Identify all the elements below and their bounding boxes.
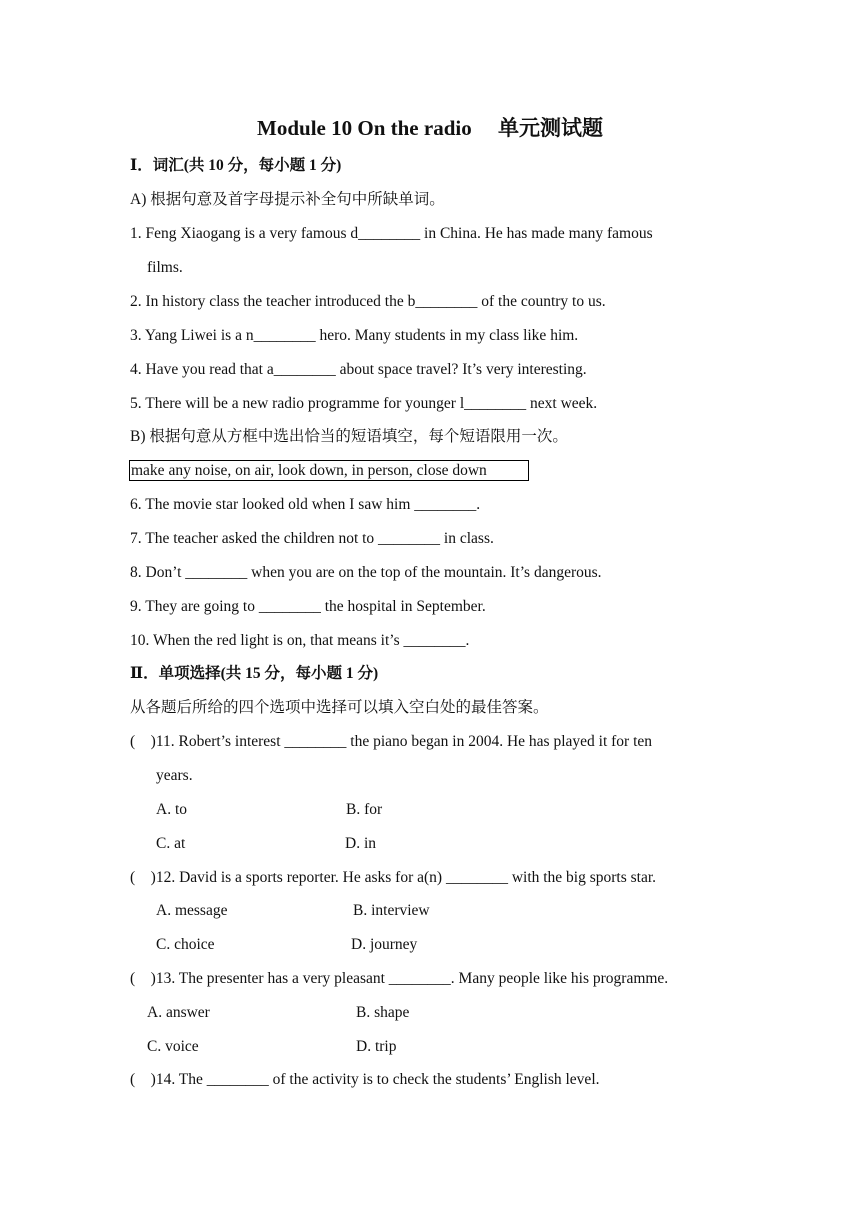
question-12: ( )12. David is a sports reporter. He asks for a(n) ________ with the big sports star. (130, 869, 657, 886)
q12-option-d: D. journey (351, 936, 418, 953)
q11-option-b: B. for (346, 801, 383, 818)
q12-option-c: C. choice (156, 936, 215, 953)
q12-option-a: A. message (156, 902, 228, 919)
question-10: 10. When the red light is on, that means it’s ________. (130, 632, 470, 649)
q13-option-b: B. shape (356, 1004, 410, 1021)
section-2-instruction: 从各题后所给的四个选项中选择可以填入空白处的最佳答案。 (130, 699, 549, 716)
question-8: 8. Don’t ________ when you are on the top of the mountain. It’s dangerous. (130, 564, 602, 581)
question-5: 5. There will be a new radio programme for younger l________ next week. (130, 395, 598, 412)
q13-option-a: A. answer (147, 1004, 210, 1021)
question-11-continued: years. (156, 767, 193, 784)
question-13: ( )13. The presenter has a very pleasant ________. Many people like his programme. (130, 970, 669, 987)
page-title: Module 10 On the radio 单元测试题 (257, 116, 603, 140)
question-1-continued: films. (147, 259, 183, 276)
question-3: 3. Yang Liwei is a n________ hero. Many students in my class like him. (130, 327, 579, 344)
part-a-instruction: A) 根据句意及首字母提示补全句中所缺单词。 (130, 191, 445, 208)
q11-option-d: D. in (345, 835, 376, 852)
question-2: 2. In history class the teacher introduced the b________ of the country to us. (130, 293, 606, 310)
phrase-box: make any noise, on air, look down, in person, close down (129, 460, 529, 481)
section-2-heading: Ⅱ．单项选择(共 15 分，每小题 1 分) (130, 665, 379, 682)
question-4: 4. Have you read that a________ about space travel? It’s very interesting. (130, 361, 587, 378)
question-9: 9. They are going to ________ the hospital in September. (130, 598, 486, 615)
question-11: ( )11. Robert’s interest ________ the piano began in 2004. He has played it for ten (130, 733, 653, 750)
q11-option-a: A. to (156, 801, 187, 818)
q12-option-b: B. interview (353, 902, 430, 919)
question-14: ( )14. The ________ of the activity is to check the students’ English level. (130, 1071, 600, 1088)
question-7: 7. The teacher asked the children not to ________ in class. (130, 530, 494, 547)
question-1: 1. Feng Xiaogang is a very famous d________ in China. He has made many famous (130, 225, 653, 242)
q13-option-d: D. trip (356, 1038, 397, 1055)
q13-option-c: C. voice (147, 1038, 199, 1055)
question-6: 6. The movie star looked old when I saw him ________. (130, 496, 481, 513)
q11-option-c: C. at (156, 835, 186, 852)
part-b-instruction: B) 根据句意从方框中选出恰当的短语填空，每个短语限用一次。 (130, 428, 568, 445)
section-1-heading: Ⅰ．词汇(共 10 分，每小题 1 分) (130, 157, 342, 174)
